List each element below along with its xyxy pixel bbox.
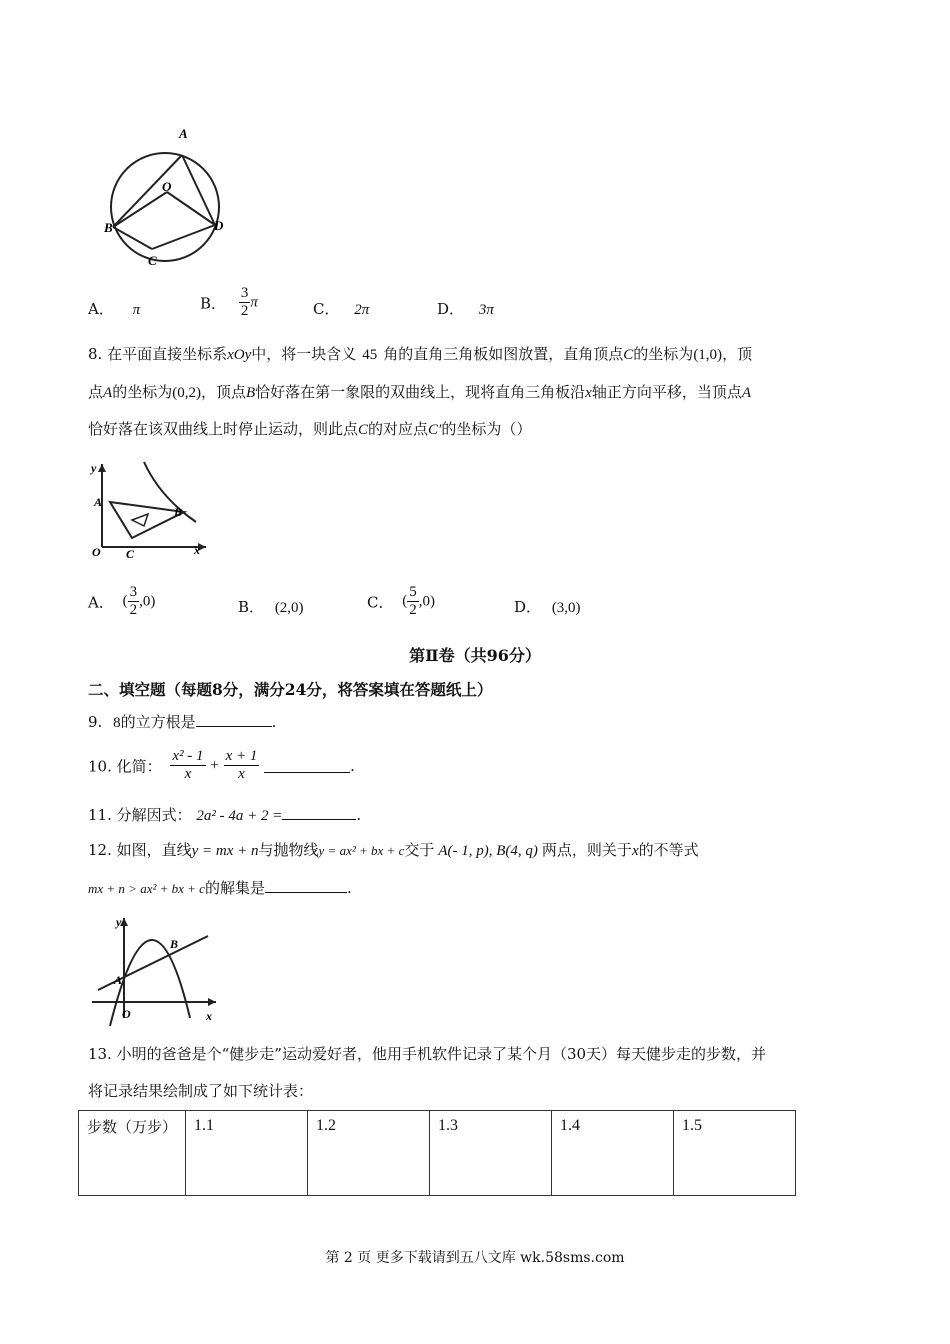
q12-parabola-figure xyxy=(88,908,223,1026)
table-row xyxy=(79,1111,796,1196)
q9: 9. 8的立方根是 . xyxy=(88,713,277,731)
table-cell: 1.2 xyxy=(308,1111,430,1196)
q8-label-y: y xyxy=(91,461,97,475)
table-cell: 1.1 xyxy=(186,1111,308,1196)
q11: 11. 分解因式： 2a² - 4a + 2 = . xyxy=(88,806,362,824)
q13-line-1: 13. 小明的爸爸是个“健步走”运动爱好者，他用手机软件记录了某个月（30天）每天健步走的步数，并 xyxy=(88,1045,767,1063)
q12-label-y: y xyxy=(116,915,122,929)
q12-label-B: B xyxy=(170,937,179,951)
q12-line-1: 12. 如图，直线y = mx + n与抛物线y = ax² + bx + c交于 A(- 1, p), B(4, q) 两点，则关于x的不等式 xyxy=(88,841,699,859)
q7-label-C: C xyxy=(148,253,157,268)
q12-label-x: x xyxy=(206,1009,212,1023)
table-header-cell: 步数（万步） xyxy=(79,1111,186,1196)
table-cell: 1.5 xyxy=(674,1111,796,1196)
q10: 10. 化简： $\frac{\text{x² - 1}}{x}$ + $\frac{x + 1}{x}$ . xyxy=(88,748,355,783)
section-title: 第Ⅱ卷（共96分） xyxy=(409,646,541,665)
q7-option-d: D． 3π xyxy=(437,300,494,318)
q7-label-O: O xyxy=(162,179,172,194)
q8-line-2: 点A的坐标为(0,2)，顶点B恰好落在第一象限的双曲线上，现将直角三角板沿x轴正方向平移，当顶点A xyxy=(88,383,752,401)
q7-label-B: B xyxy=(104,220,113,235)
q8-option-b: B． (2,0) xyxy=(238,598,304,616)
q12-label-O: O xyxy=(122,1007,131,1021)
q8-line-1: 8. 在平面直接坐标系xOy中，将一块含义 45 角的直角三角板如图放置，直角顶点C的坐标为(1,0)，顶 xyxy=(88,345,753,363)
q8-label-C: C xyxy=(126,547,135,561)
q7-label-A: A xyxy=(179,126,188,141)
q12-line-2: mx + n > ax² + bx + c的解集是 . xyxy=(88,879,352,897)
q9-answer-blank[interactable] xyxy=(196,712,272,727)
q8-triangle-figure xyxy=(88,452,213,564)
q11-answer-blank[interactable] xyxy=(282,805,356,820)
q7-option-b: B． $\frac{3}{2}$ π xyxy=(200,285,258,320)
q8-option-a: A． ( $\frac{3}{2}$ ,0) xyxy=(88,584,156,619)
q7-circle-figure xyxy=(100,125,235,273)
q8-label-A: A xyxy=(94,495,103,509)
q8-option-d: D． (3,0) xyxy=(514,598,581,616)
steps-table xyxy=(78,1110,796,1196)
fill-in-heading: 二、填空题（每题8分，满分24分，将答案填在答题纸上） xyxy=(88,680,493,699)
q7-option-c: C． 2π xyxy=(313,300,370,318)
q8-label-O: O xyxy=(92,545,101,559)
q13-line-2: 将记录结果绘制成了如下统计表： xyxy=(88,1082,314,1100)
q8-label-x: x xyxy=(194,543,200,557)
q8-option-c: C． ( $\frac{5}{2}$ ,0) xyxy=(367,584,436,619)
table-cell: 1.3 xyxy=(430,1111,552,1196)
q8-label-B: B xyxy=(174,505,183,519)
q10-answer-blank[interactable] xyxy=(264,758,350,773)
q7-label-D: D xyxy=(214,218,224,233)
q12-label-A: A xyxy=(114,973,123,987)
q7-option-a: A． π xyxy=(88,300,141,318)
page-footer: 第 2 页 更多下载请到五八文库 wk.58sms.com xyxy=(325,1250,625,1266)
table-cell: 1.4 xyxy=(552,1111,674,1196)
q12-answer-blank[interactable] xyxy=(265,878,347,893)
q8-line-3: 恰好落在该双曲线上时停止运动，则此点C的对应点C′的坐标为（） xyxy=(88,420,532,438)
